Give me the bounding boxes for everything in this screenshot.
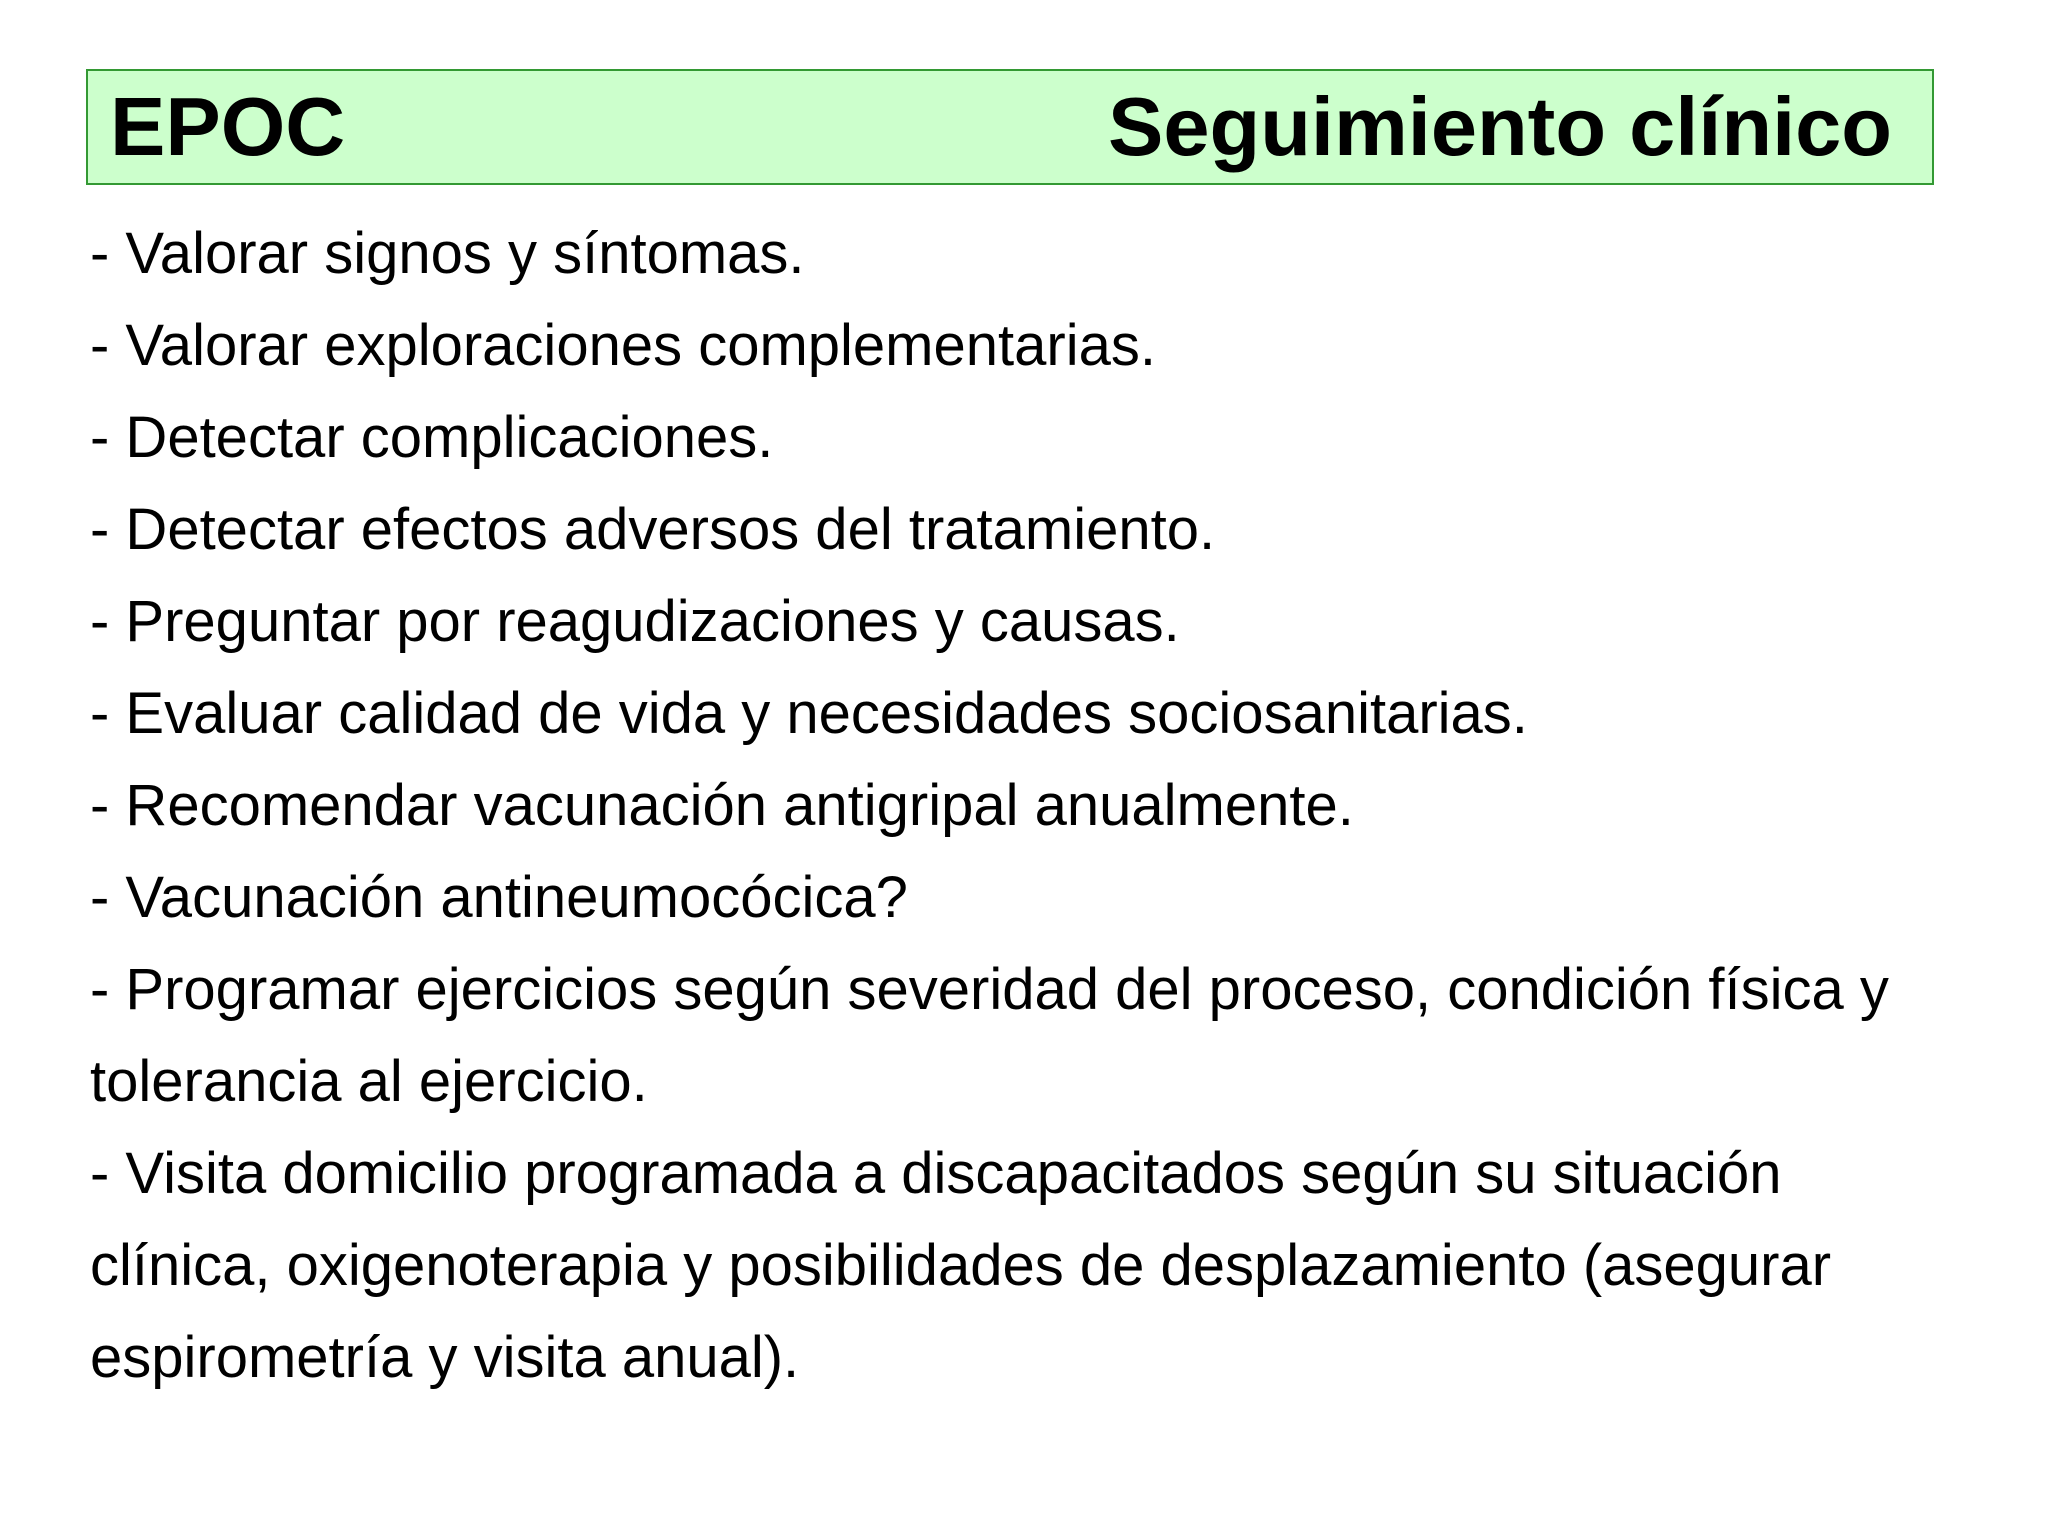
list-item: - Preguntar por reagudizaciones y causas. bbox=[90, 589, 1180, 654]
list-item: - Recomendar vacunación antigripal anualmente. bbox=[90, 773, 1354, 838]
list-item: - Visita domicilio programada a discapacitados según su situación clínica, oxigenoterapia y posibilidades de desplazamiento (asegurar espirometría y visita anual). bbox=[90, 1141, 1832, 1390]
list-item: - Valorar signos y síntomas. bbox=[90, 221, 805, 286]
title-banner bbox=[86, 69, 1934, 185]
topic-title: EPOC bbox=[110, 80, 346, 173]
section-title: Seguimiento clínico bbox=[1107, 80, 1892, 173]
bullet-list bbox=[90, 208, 1970, 1404]
list-item: - Detectar efectos adversos del tratamiento. bbox=[90, 497, 1216, 562]
list-item: - Valorar exploraciones complementarias. bbox=[90, 313, 1156, 378]
list-item: - Vacunación antineumocócica? bbox=[90, 865, 908, 930]
list-item: - Programar ejercicios según severidad del proceso, condición física y tolerancia al ejercicio. bbox=[90, 957, 1889, 1114]
list-item: - Detectar complicaciones. bbox=[90, 405, 774, 470]
list-item: - Evaluar calidad de vida y necesidades sociosanitarias. bbox=[90, 681, 1528, 746]
